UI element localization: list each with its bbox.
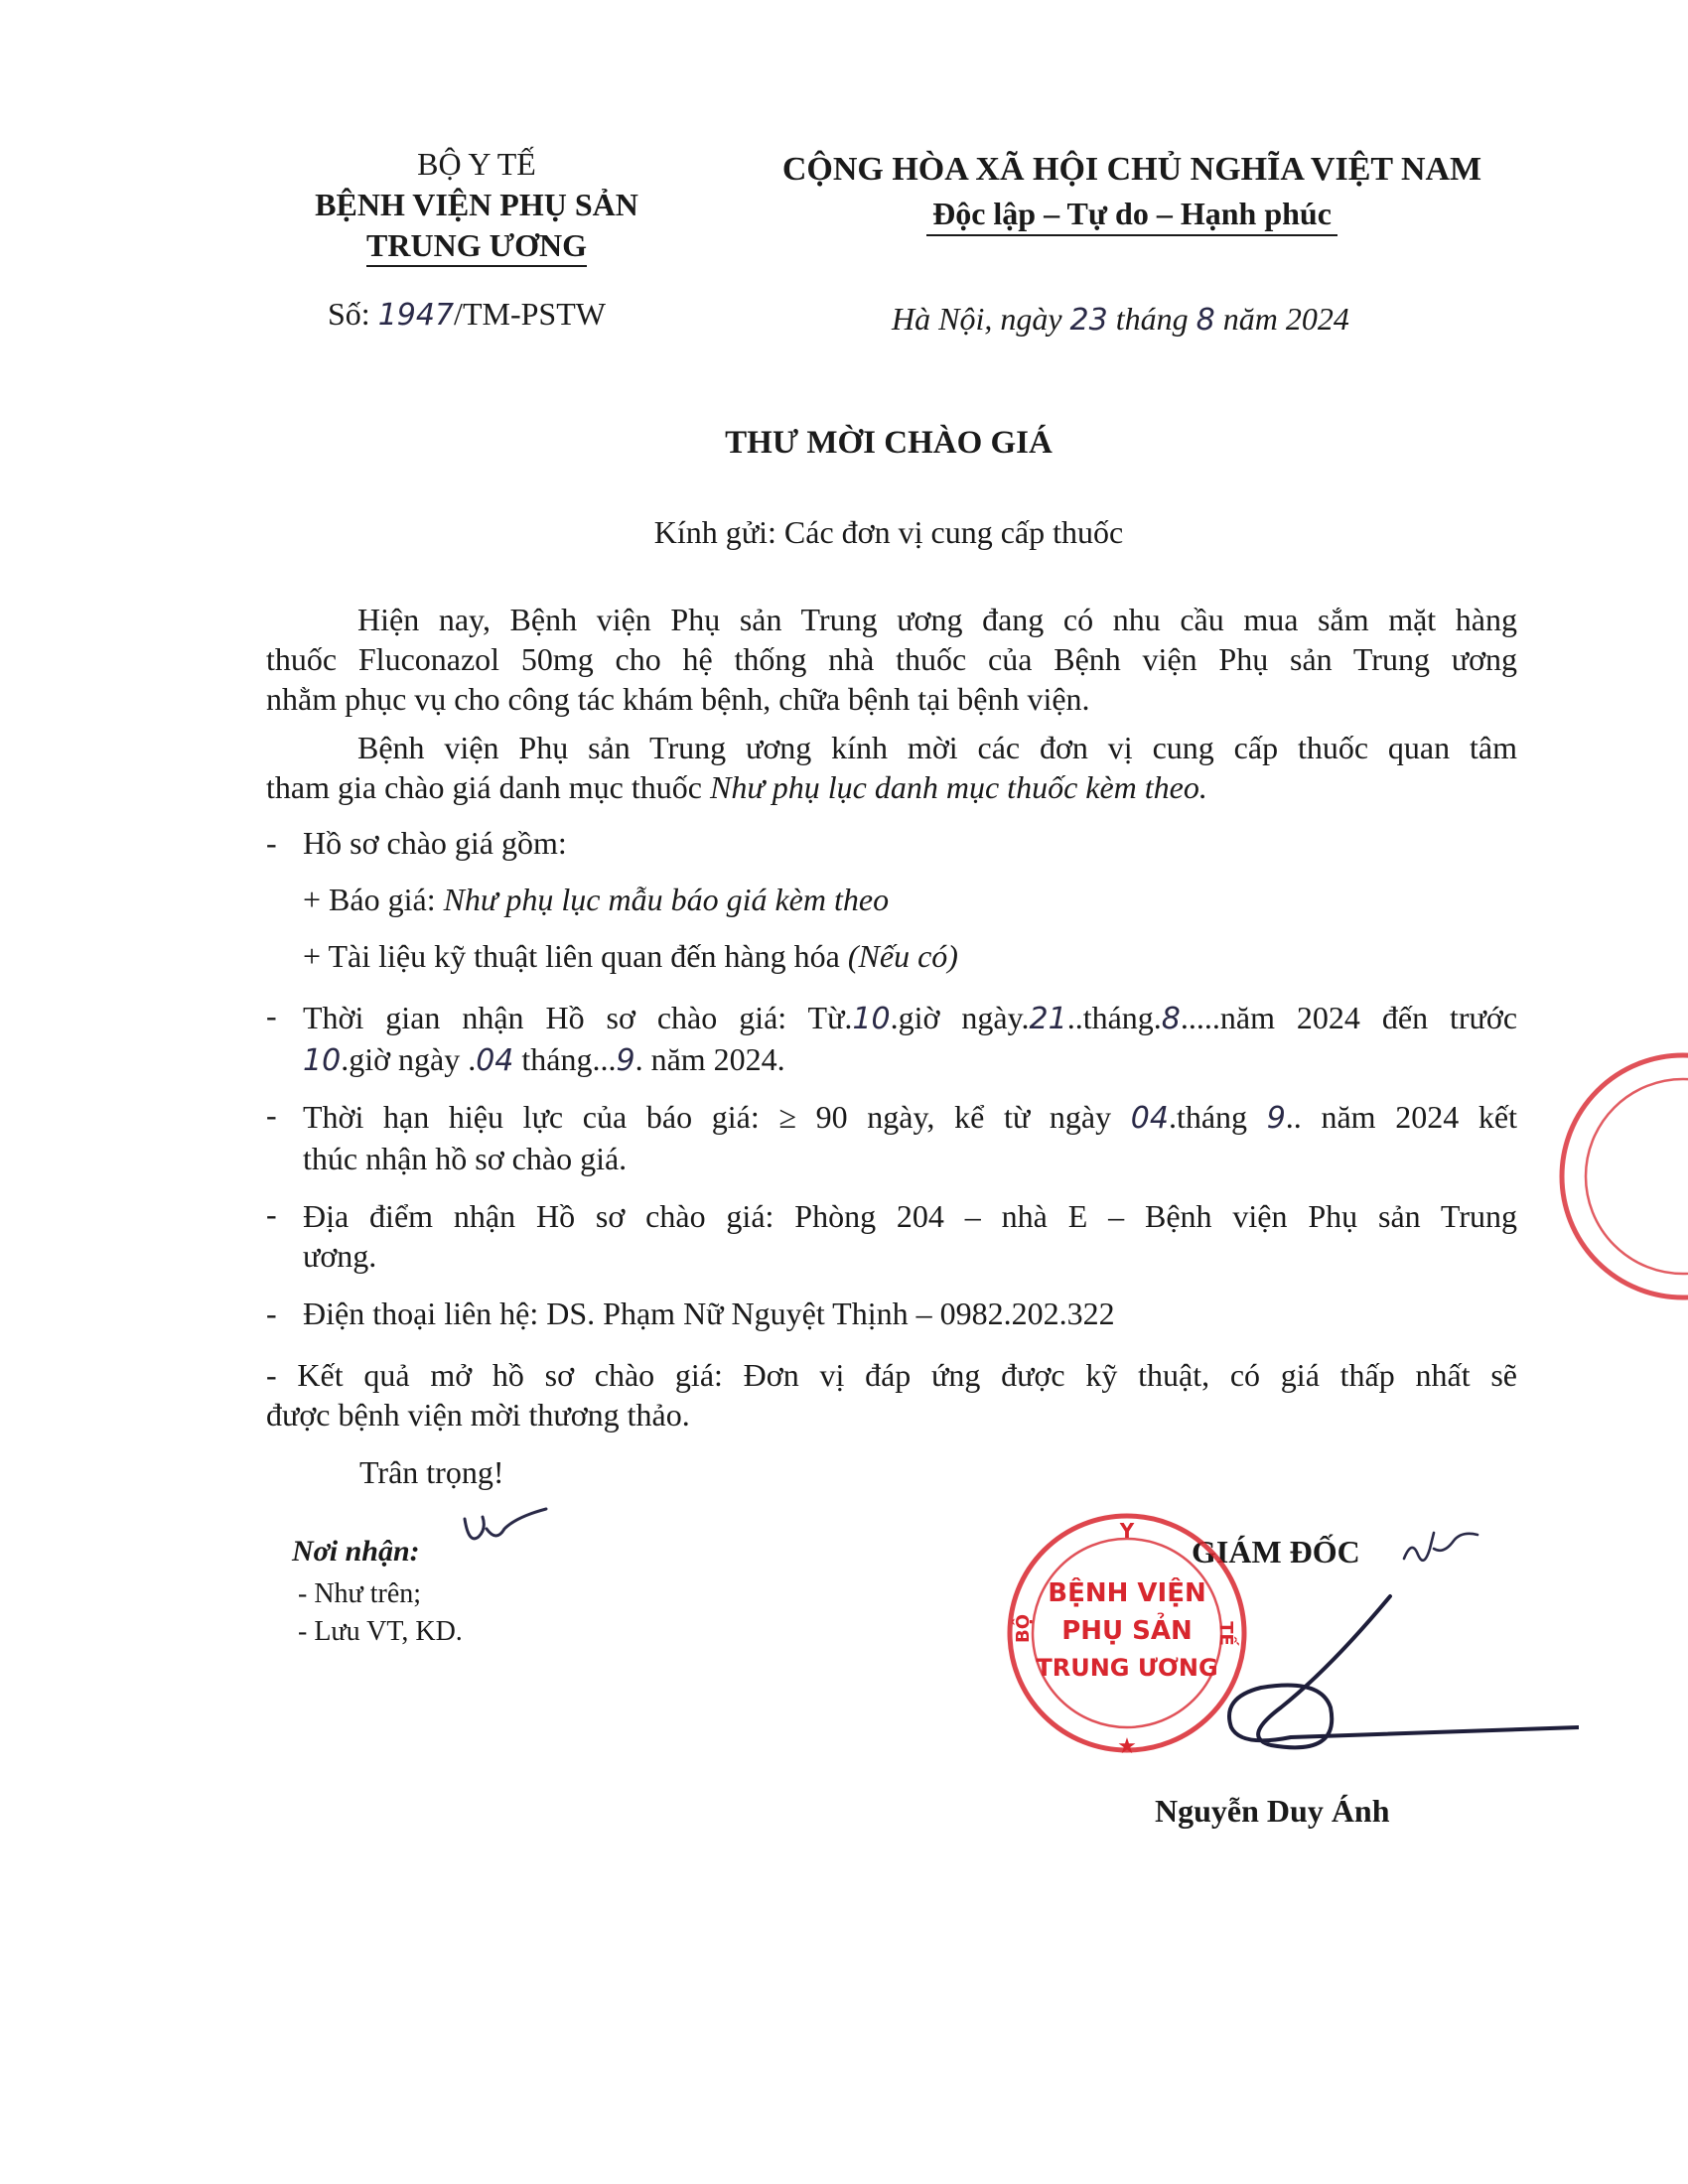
signer-name: Nguyễn Duy Ánh (1155, 1793, 1390, 1829)
validity-day: 04 (1130, 1101, 1169, 1136)
contact-phone: Điện thoại liên hệ: DS. Phạm Nữ Nguyệt Thịnh – 0982.202.322 (303, 1296, 1115, 1331)
location-line2: ương. (303, 1238, 377, 1274)
issue-date-month: 8 (1196, 303, 1215, 338)
director-signature (1162, 1588, 1579, 1757)
svg-text:★: ★ (1117, 1734, 1137, 1757)
dossier-technical-italic: (Nếu có) (847, 938, 958, 974)
receive-time-line2 (303, 1039, 1517, 1081)
receive-day-from: 21 (1029, 1002, 1067, 1036)
validity-line1 (303, 1097, 1517, 1139)
validity-item (303, 1097, 1517, 1178)
p2-line2 (266, 767, 1517, 807)
seal-ring-right: TẾ (1214, 1621, 1236, 1646)
receive-hour-from: 10 (852, 1002, 891, 1036)
dossier-quote (303, 882, 889, 918)
receive-day-to: 04 (476, 1043, 514, 1078)
dossier-quote-prefix: + Báo giá: (303, 882, 444, 917)
national-motto (695, 196, 1569, 232)
p2-line2-plain: tham gia chào giá danh mục thuốc (266, 769, 710, 805)
receive-time-item (303, 998, 1517, 1081)
recipients-item-1: - Như trên; (298, 1578, 422, 1609)
dossier-quote-italic: Như phụ lục mẫu báo giá kèm theo (443, 882, 890, 917)
issue-date-prefix: Hà Nội, ngày (892, 301, 1070, 337)
issue-date-year: năm 2024 (1214, 301, 1349, 337)
position-initial-mark (1398, 1519, 1487, 1578)
signer-position: GIÁM ĐỐC (1192, 1534, 1360, 1570)
validity-line2: thúc nhận hồ sơ chào giá. (303, 1141, 628, 1176)
ministry-name: BỘ Y TẾ (417, 146, 536, 182)
result-line1: - Kết quả mở hồ sơ chào giá: Đơn vị đáp ứng được kỹ thuật, có giá thấp nhất sẽ (266, 1357, 1517, 1393)
receive-time-line1-d: .....năm 2024 đến trước (1180, 1000, 1518, 1035)
closing-text: Trân trọng! (359, 1454, 504, 1490)
issue-date (892, 301, 1349, 338)
dash-receive-time: - (266, 998, 277, 1033)
p2-line2-italic: Như phụ lục danh mục thuốc kèm theo. (709, 769, 1207, 805)
location-item (303, 1196, 1517, 1276)
document-number-handwritten: 1947 (377, 298, 455, 333)
p1-line3: nhằm phục vụ cho công tác khám bệnh, chữa bệnh tại bệnh viện. (266, 681, 1090, 717)
recipients-title: Nơi nhận: (292, 1535, 420, 1568)
seal-line-3: TRUNG ƯƠNG (1036, 1654, 1218, 1682)
p1-line2: thuốc Fluconazol 50mg cho hệ thống nhà thuốc của Bệnh viện Phụ sản Trung ương (266, 641, 1517, 677)
dash-validity: - (266, 1097, 277, 1133)
dash-phone: - (266, 1296, 277, 1331)
salutation: Kính gửi: Các đơn vị cung cấp thuốc (653, 514, 1124, 550)
seal-line-2: PHỤ SẢN (1061, 1616, 1193, 1646)
dossier-technical-prefix: + Tài liệu kỹ thuật liên quan đến hàng hóa (303, 938, 848, 974)
validity-line1-c: .. năm 2024 kết (1285, 1099, 1517, 1135)
document-number (328, 296, 606, 333)
nation-title: CỘNG HÒA XÃ HỘI CHỦ NGHĨA VIỆT NAM (781, 151, 1482, 188)
validity-line1-a: Thời hạn hiệu lực của báo giá: ≥ 90 ngày, kể từ ngày (303, 1099, 1131, 1135)
receive-time-line1-c: ..tháng. (1066, 1000, 1162, 1035)
receive-month-from: 8 (1161, 1002, 1181, 1036)
hospital-name-line2-text: TRUNG ƯƠNG (366, 227, 587, 267)
document-title: THƯ MỜI CHÀO GIÁ (725, 425, 1053, 461)
initials-mark (457, 1499, 566, 1559)
seal-ring-top: Y (1119, 1519, 1135, 1543)
body-paragraph-1 (266, 600, 1517, 719)
receive-time-line2-a: .giờ ngày . (341, 1041, 477, 1077)
hospital-name-line2 (248, 227, 705, 264)
dossier-technical (303, 938, 958, 975)
result-line2: được bệnh viện mời thương thảo. (266, 1397, 690, 1433)
hospital-name-line1: BỆNH VIỆN PHỤ SẢN (315, 187, 638, 222)
document-number-prefix: Số: (328, 296, 378, 332)
location-line1: Địa điểm nhận Hồ sơ chào giá: Phòng 204 – nhà E – Bệnh viện Phụ sản Trung (303, 1198, 1517, 1234)
overlap-seal-fragment (1544, 1047, 1688, 1305)
p1-line1: Hiện nay, Bệnh viện Phụ sản Trung ương đang có nhu cầu mua sắm mặt hàng (357, 602, 1517, 637)
receive-time-line1-a: Thời gian nhận Hồ sơ chào giá: Từ. (303, 1000, 853, 1035)
document-number-suffix: /TM-PSTW (454, 296, 606, 332)
validity-month: 9 (1266, 1101, 1286, 1136)
p2-line1: Bệnh viện Phụ sản Trung ương kính mời các đơn vị cung cấp thuốc quan tâm (357, 730, 1517, 765)
receive-hour-to: 10 (303, 1043, 342, 1078)
dossier-title: Hồ sơ chào giá gồm: (303, 825, 567, 861)
recipients-item-2: - Lưu VT, KD. (298, 1616, 463, 1647)
receive-month-to: 9 (616, 1043, 635, 1078)
validity-line1-b: .tháng (1168, 1099, 1267, 1135)
body-paragraph-2 (266, 728, 1517, 807)
national-motto-text: Độc lập – Tự do – Hạnh phúc (926, 196, 1337, 236)
result-item (266, 1355, 1517, 1434)
dash-dossier: - (266, 825, 277, 861)
receive-time-line1-b: .giờ ngày. (890, 1000, 1030, 1035)
dash-location: - (266, 1196, 277, 1232)
receive-time-line1 (303, 998, 1517, 1039)
seal-line-1: BỆNH VIỆN (1048, 1578, 1206, 1608)
issue-date-month-label: tháng (1107, 301, 1196, 337)
seal-ring-left: BỘ (1013, 1613, 1035, 1644)
issue-date-day: 23 (1069, 303, 1108, 338)
receive-time-line2-b: tháng... (513, 1041, 617, 1077)
receive-time-line2-c: . năm 2024. (634, 1041, 785, 1077)
